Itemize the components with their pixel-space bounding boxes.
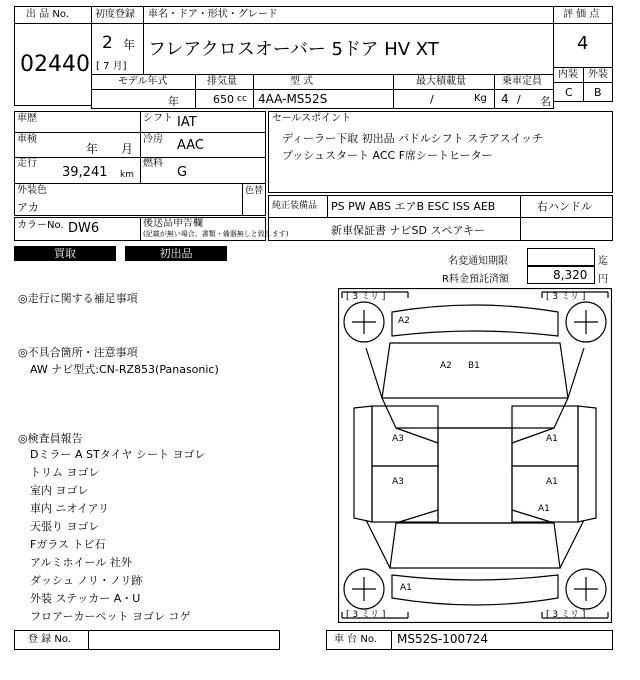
model-year-unit: 年: [168, 95, 179, 108]
travel-title: ◎走行に関する補足事項: [18, 292, 138, 305]
fuel-value: G: [177, 165, 188, 180]
model-year-label: モデル年式: [118, 76, 168, 87]
tread-rear-left: [ 3 ミリ ]: [346, 610, 386, 620]
color-no-label: カラーNo.: [17, 220, 64, 231]
warranty-items: 新車保証書 ナビSD スペアキー: [331, 224, 486, 237]
damage-mark: A1: [546, 434, 558, 444]
inspection-month: 月: [121, 142, 134, 156]
displacement-label: 排気量: [207, 76, 237, 87]
reg-month: [ 7 月]: [96, 61, 127, 72]
front-bumper: [392, 305, 558, 336]
post-note: (記載が無い場合、書類・備器無しと致します): [143, 230, 289, 238]
model-code-label: 型 式: [290, 76, 314, 87]
max-load-label: 最大積載量: [416, 76, 466, 87]
chassis-value: MS52S-100724: [397, 632, 488, 646]
ext-color-value: アカ: [17, 201, 39, 214]
capacity-unit: 名: [540, 95, 551, 108]
defect-line: AW ナビ型式:CN-RZ853(Panasonic): [30, 363, 219, 376]
sales-label: セールスポイント: [272, 113, 352, 124]
buy-bar: 買取: [14, 246, 116, 261]
drive-side: 右ハンドル: [537, 200, 592, 213]
sales-line-2: プッシュスタート ACC F席シートヒーター: [282, 149, 493, 162]
name-label: 車名・ドア・形状・グレード: [148, 9, 278, 20]
inspector-line: アルミホイール 社外: [30, 556, 132, 569]
exterior-label: 外装: [588, 69, 608, 80]
rear-bumper: [392, 575, 558, 605]
history-label: 車歴: [17, 113, 37, 124]
inspector-line: フロアーカーペット ヨゴレ コゲ: [30, 610, 191, 623]
car-name: フレアクロスオーバー 5ドア HV XT: [148, 39, 439, 60]
ext-color-label: 外装色: [17, 185, 47, 196]
ac-value: AAC: [177, 138, 204, 153]
inspection-year: 年: [86, 142, 99, 156]
damage-mark: A1: [546, 477, 558, 487]
inspector-line: トリム ヨゴレ: [30, 466, 100, 479]
recycle-unit: 円: [598, 274, 608, 285]
overall-grade: 4: [577, 33, 589, 54]
grade-label: 評 価 点: [563, 9, 600, 20]
inspector-list: [30, 446, 205, 626]
tread-rear-right: [ 3 ミリ ]: [546, 610, 586, 620]
displacement-value: 650: [213, 93, 234, 106]
damage-mark: A1: [538, 504, 550, 514]
trunk: [390, 523, 560, 568]
inspector-line: Fガラス トビ石: [30, 538, 106, 551]
inspector-line: 天張り ヨゴレ: [30, 520, 100, 533]
max-load-unit: Kg: [474, 93, 487, 104]
equipment-items: PS PW ABS エアB ESC ISS AEB: [331, 200, 496, 213]
roof: [438, 428, 512, 523]
lot-label: 出 品 No.: [26, 9, 69, 20]
inspector-line: Dミラー A STタイヤ シート ヨゴレ: [30, 448, 206, 461]
deadline-label: 名変通知期限: [448, 256, 508, 267]
fuel-label: 燃料: [143, 158, 163, 169]
defect-title: ◎不具合箇所・注意事項: [18, 346, 138, 359]
inspector-line: 外装 ステッカー A・U: [30, 592, 141, 605]
ac-label: 冷房: [143, 134, 163, 145]
deadline-unit: 迄: [598, 256, 608, 267]
sales-line-1: ディーラー下取 初出品 パドルシフト ステアスイッチ: [282, 132, 544, 145]
inspector-line: 車内 ニオイアリ: [30, 502, 110, 515]
interior-label: 内装: [558, 69, 578, 80]
max-load-sep: /: [430, 93, 434, 106]
capacity-sep: /: [517, 93, 521, 106]
damage-mark: A1: [400, 583, 412, 593]
inspector-title: ◎検査員報告: [18, 432, 83, 445]
shift-value: IAT: [177, 115, 197, 130]
recycle-value: 8,320: [553, 268, 588, 282]
equipment-label: 純正装備品: [272, 201, 318, 211]
inspector-line: 室内 ヨゴレ: [30, 484, 89, 497]
reg-no-label: 登 録 No.: [28, 634, 71, 645]
damage-mark: A2: [398, 316, 410, 326]
color-change-label: 色替: [245, 186, 264, 196]
reg-year-unit: 年: [123, 38, 136, 52]
exterior-grade: B: [594, 86, 602, 99]
damage-mark: A3: [392, 434, 404, 444]
recycle-label: R料金預託済額: [442, 274, 509, 285]
shift-label: シフト: [143, 113, 173, 124]
capacity-value: 4: [501, 92, 509, 106]
mileage-value: 39,241: [62, 165, 108, 180]
displacement-unit: cc: [237, 94, 247, 104]
car-diagram: [338, 288, 612, 623]
first-listing-bar: 初出品: [125, 246, 227, 261]
diagram-frame: [339, 289, 612, 623]
color-no-value: DW6: [68, 221, 100, 236]
interior-grade: C: [565, 86, 573, 99]
door-fl: [372, 406, 438, 466]
post-label: 後送品申告欄: [143, 218, 203, 229]
lot-number: 02440: [20, 52, 90, 77]
damage-mark: A2: [440, 361, 452, 371]
inspector-line: ダッシュ ノリ・ノリ跡: [30, 574, 143, 587]
tread-front-right: [ 3 ミリ ]: [546, 292, 586, 302]
first-reg-label: 初度登録: [95, 9, 135, 20]
inspection-label: 車検: [17, 134, 37, 145]
reg-year: 2: [102, 33, 113, 53]
mileage-unit: km: [120, 170, 134, 180]
damage-mark: B1: [468, 361, 480, 371]
model-code-value: 4AA-MS52S: [258, 92, 328, 106]
door-fr: [512, 406, 578, 466]
damage-mark: A3: [392, 477, 404, 487]
deadline-box: [527, 248, 595, 266]
tread-front-left: [ 3 ミリ ]: [346, 292, 386, 302]
capacity-label: 乗車定員: [502, 76, 542, 87]
mileage-label: 走行: [17, 158, 37, 169]
chassis-label: 車 台 No.: [334, 634, 377, 645]
